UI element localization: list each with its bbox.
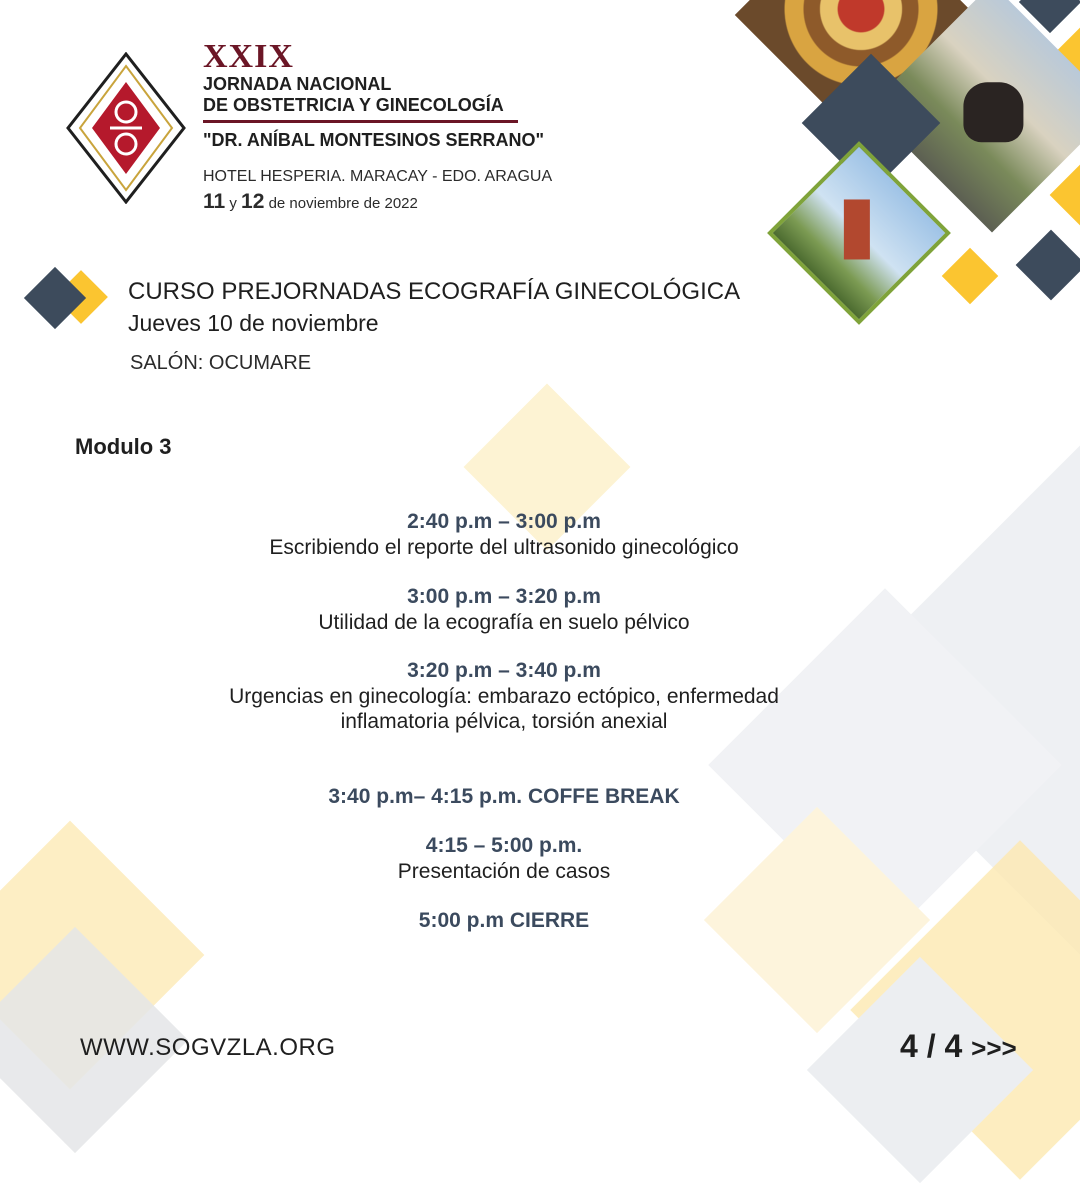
room-label: SALÓN: OCUMARE	[130, 352, 312, 374]
schedule-time: 4:15 – 5:00 p.m.	[425, 834, 583, 857]
page-indicator	[900, 1028, 1017, 1065]
date-and: y	[229, 195, 237, 212]
honoree-name: "DR. ANÍBAL MONTESINOS SERRANO"	[203, 130, 545, 150]
schedule-desc: inflamatoria pélvica, torsión anexial	[340, 710, 668, 733]
schedule-time: 3:20 p.m – 3:40 p.m	[407, 659, 601, 682]
schedule-item	[0, 658, 1008, 734]
title-divider	[203, 120, 518, 123]
schedule-item	[0, 908, 1008, 934]
schedule-time: 5:00 p.m CIERRE	[418, 909, 590, 932]
schedule-desc: Utilidad de la ecografía en suelo pélvico	[318, 611, 690, 634]
collage-yellow-diamond-small	[942, 248, 999, 305]
course-title: CURSO PREJORNADAS ECOGRAFÍA GINECOLÓGICA	[128, 278, 741, 305]
schedule-time: 3:40 p.m– 4:15 p.m. COFFE BREAK	[328, 785, 680, 808]
page-number: 4 / 4	[900, 1028, 963, 1064]
schedule-item	[0, 584, 1008, 635]
schedule-desc: Presentación de casos	[397, 860, 611, 883]
module-title: Modulo 3	[75, 434, 172, 459]
date-day2: 12	[241, 190, 265, 213]
schedule-item	[0, 833, 1008, 884]
schedule-item	[0, 509, 1008, 560]
website-link[interactable]: WWW.SOGVZLA.ORG	[80, 1034, 336, 1061]
tower-photo	[767, 141, 951, 325]
event-title-line1: JORNADA NACIONAL	[203, 74, 392, 94]
venue: HOTEL HESPERIA. MARACAY - EDO. ARAGUA	[203, 168, 553, 185]
date-rest: de noviembre de 2022	[268, 195, 418, 212]
date-day1: 11	[203, 190, 226, 213]
schedule-desc: Escribiendo el reporte del ultrasonido ginecológico	[269, 536, 739, 559]
course-day: Jueves 10 de noviembre	[128, 310, 379, 336]
schedule-time: 3:00 p.m – 3:20 p.m	[407, 585, 601, 608]
schedule-item	[0, 784, 1008, 810]
collage-navy-diamond-right	[1016, 230, 1080, 301]
next-arrows-icon: >>>	[971, 1033, 1017, 1063]
sogv-logo	[66, 52, 186, 204]
event-dates	[203, 190, 418, 214]
schedule-time: 2:40 p.m – 3:00 p.m	[407, 510, 601, 533]
schedule-desc: Urgencias en ginecología: embarazo ectópico, enfermedad	[229, 685, 779, 708]
edition-number: XXIX	[203, 38, 294, 75]
event-title-line2: DE OBSTETRICIA Y GINECOLOGÍA	[203, 95, 504, 115]
